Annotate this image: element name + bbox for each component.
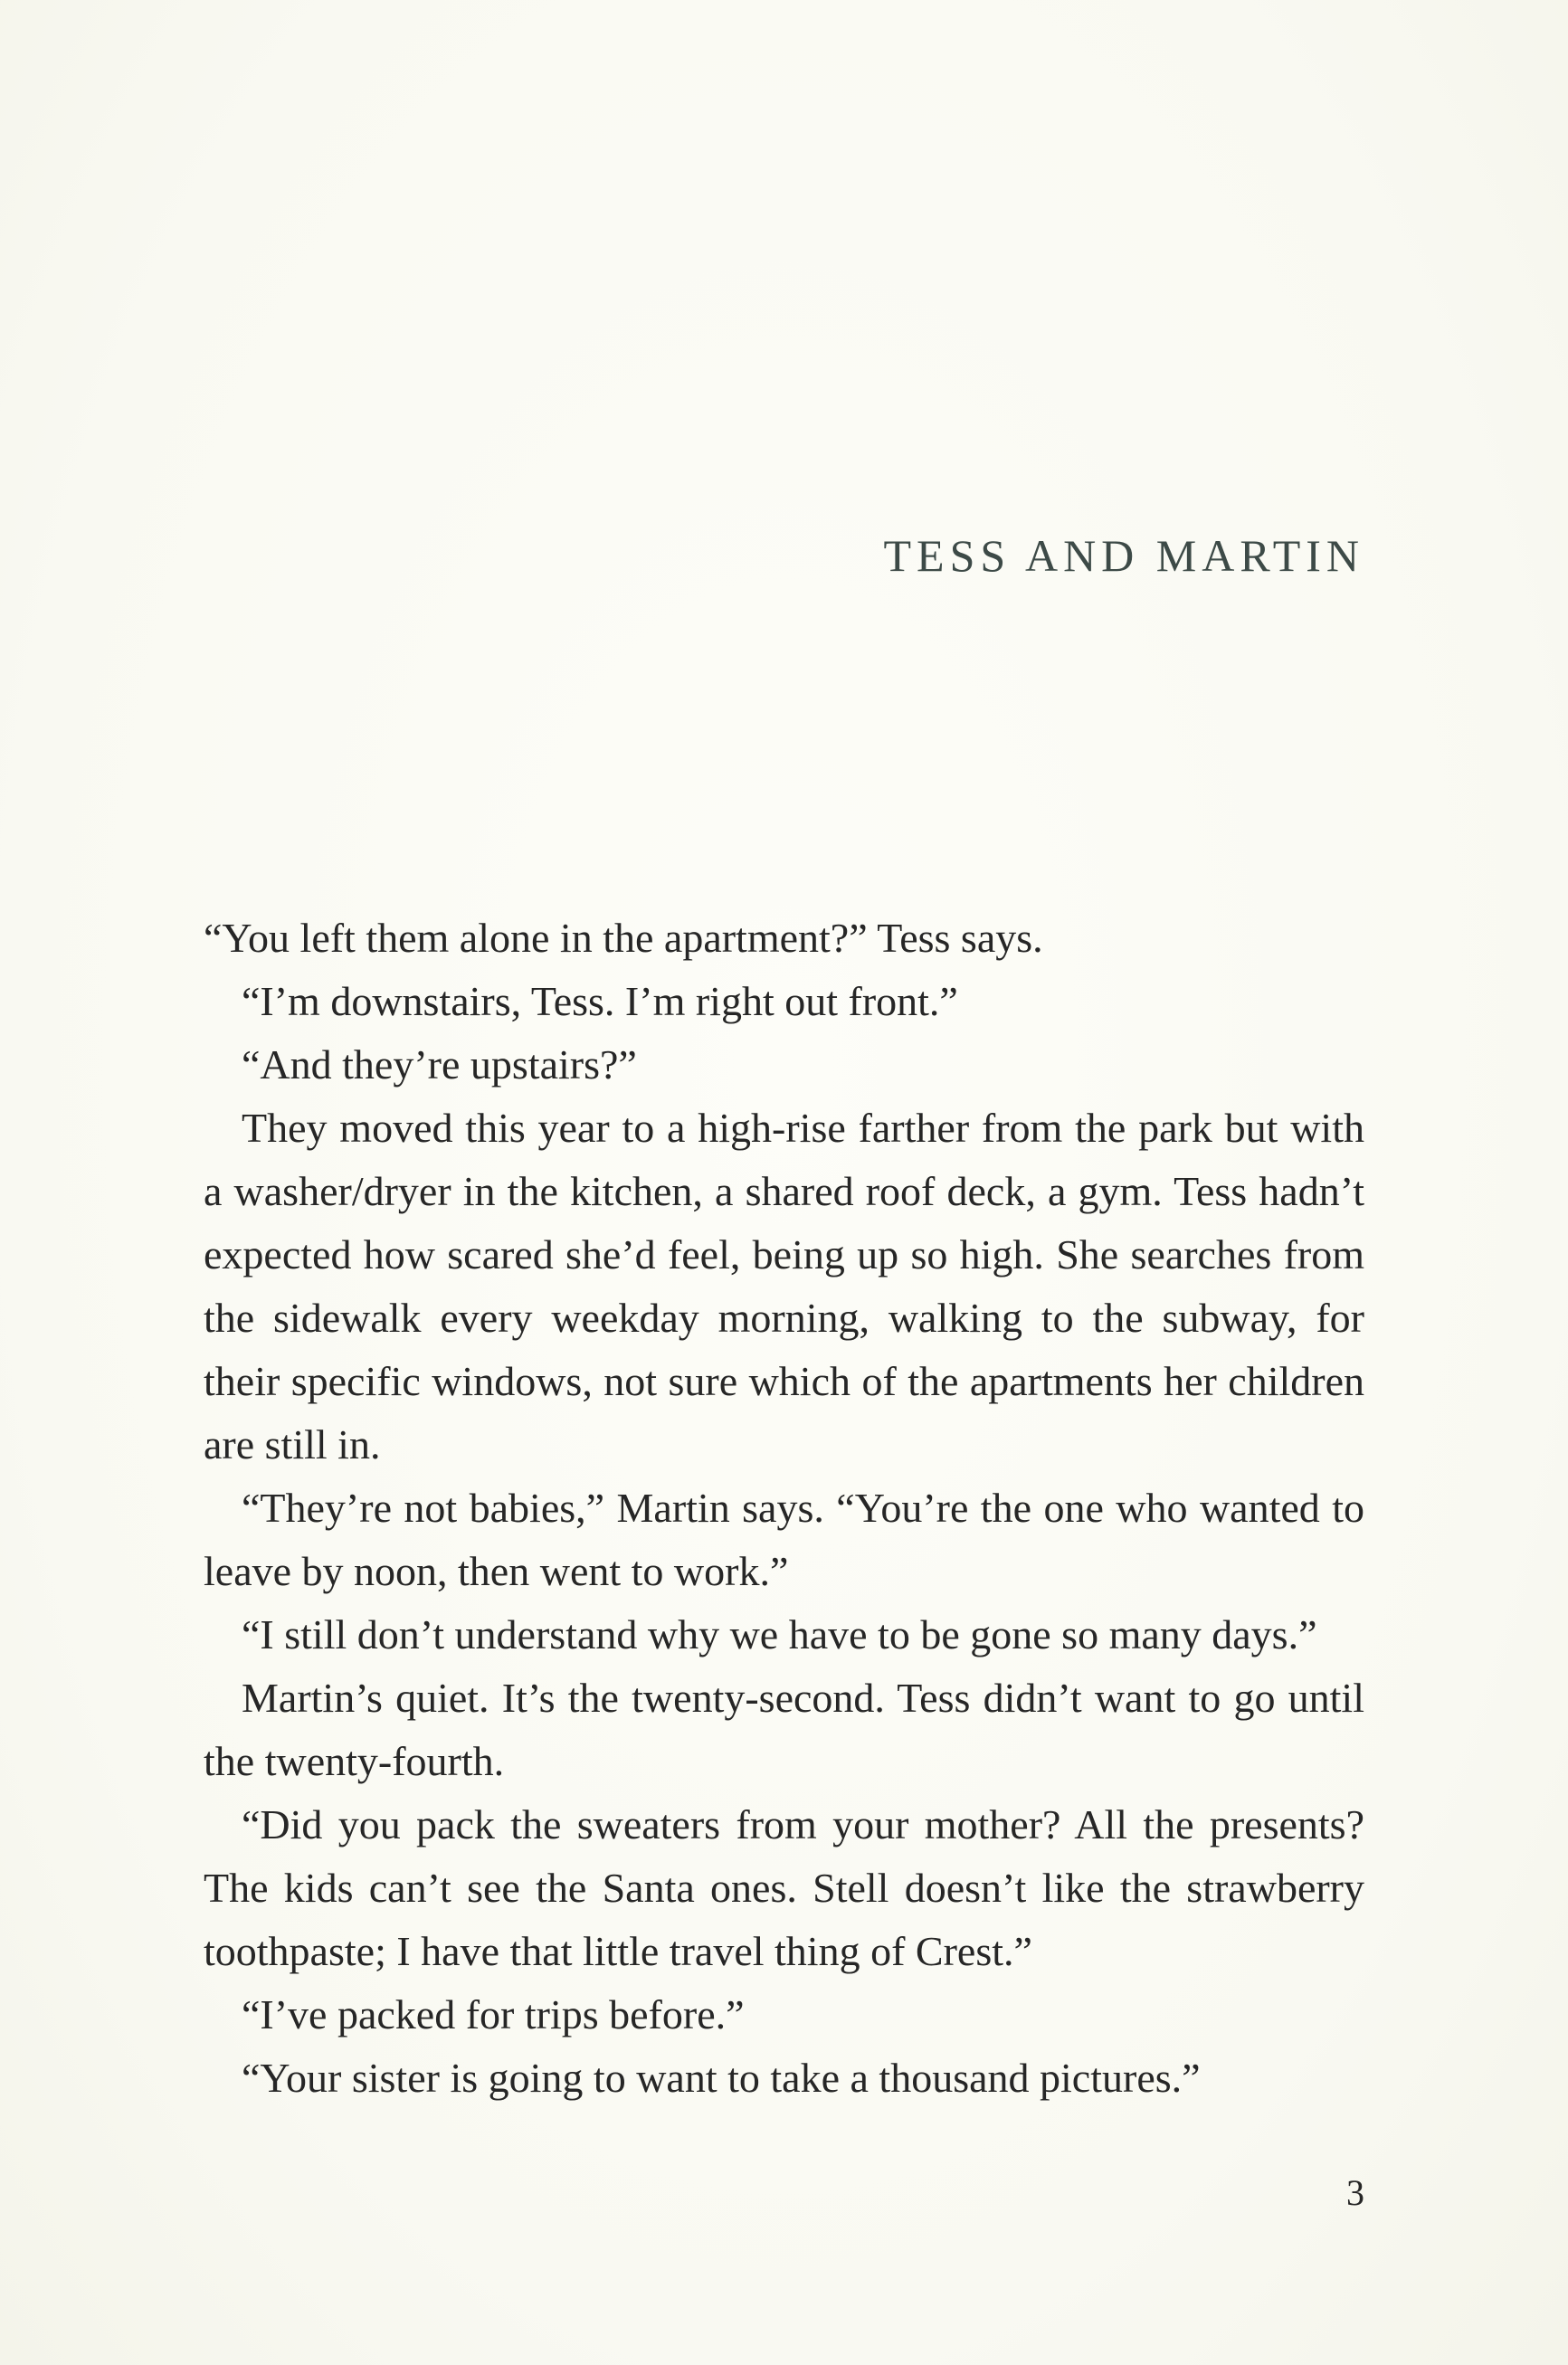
paragraph: “Did you pack the sweaters from your mother? All the presents? The kids can’t see the Santa ones. Stell doesn’t like the strawberry toothpaste; I have that little travel thing of Crest.” <box>204 1801 1364 1974</box>
paragraph: “Your sister is going to want to take a thousand pictures.” <box>242 2055 1201 2101</box>
paragraph: “I’ve packed for trips before.” <box>242 1991 745 2037</box>
paragraph: “They’re not babies,” Martin says. “You’re the one who wanted to leave by noon, then went to work.” <box>204 1485 1364 1594</box>
body-text <box>204 907 1364 2110</box>
paragraph: “You left them alone in the apartment?” Tess says. <box>204 915 1043 961</box>
paragraph: “I’m downstairs, Tess. I’m right out front.” <box>242 978 958 1024</box>
page-number: 3 <box>1346 2172 1364 2213</box>
paragraph: “I still don’t understand why we have to be gone so many days.” <box>242 1611 1317 1657</box>
paragraph: “And they’re upstairs?” <box>242 1041 637 1088</box>
chapter-title: TESS AND MARTIN <box>883 530 1364 581</box>
paragraph: Martin’s quiet. It’s the twenty-second. Tess didn’t want to go until the twenty-fourth. <box>204 1675 1364 1784</box>
paragraph: They moved this year to a high-rise farther from the park but with a washer/dryer in the kitchen, a shared roof deck, a gym. Tess hadn’t expected how scared she’d feel, being up so high. She searches from the sidewalk every weekday morning, walking to the subway, for their specific windows, not sure which of the apartments her children are still in. <box>204 1105 1364 1467</box>
